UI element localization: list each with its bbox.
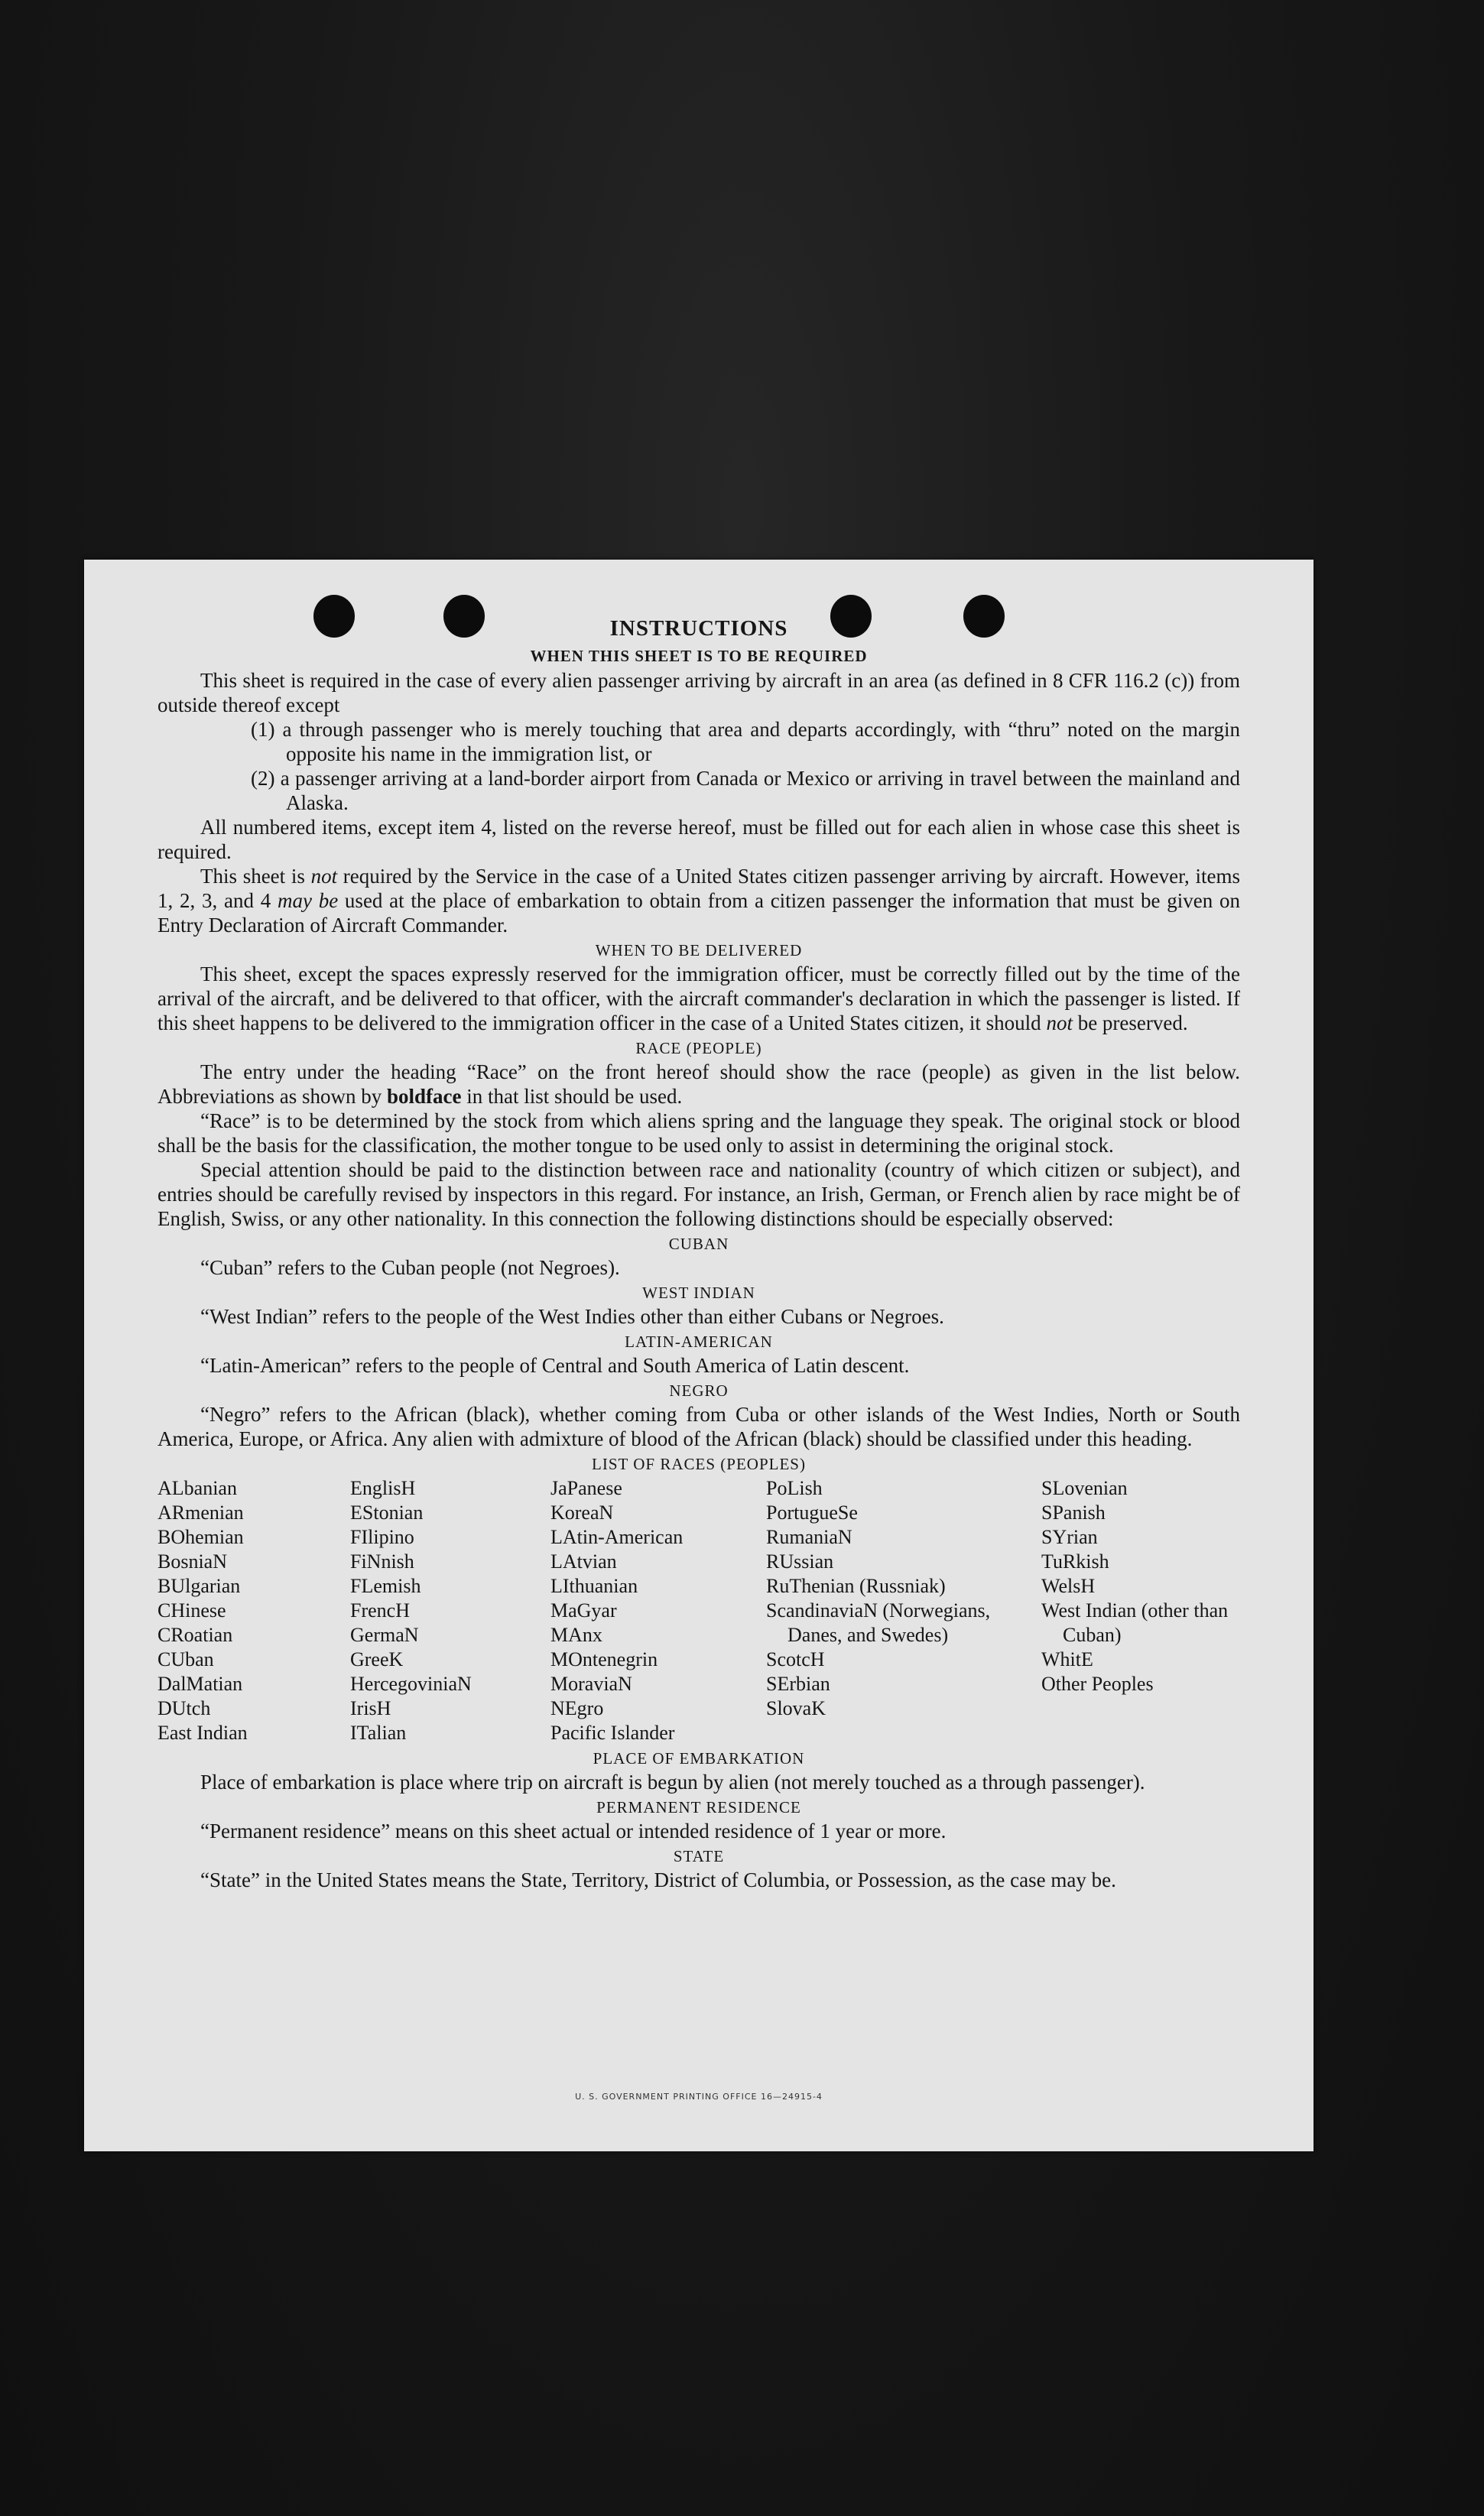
race-entry: GermaN [350,1624,419,1646]
punch-hole [313,595,355,638]
race-entry: FiNnish [350,1550,414,1573]
race-entry: RumaniaN [766,1526,852,1548]
race-entry: ITalian [350,1722,407,1744]
punch-hole [443,595,485,638]
race-entry: JaPanese [550,1477,622,1499]
section-heading: WHEN TO BE DELIVERED [595,941,803,959]
race-column [766,1476,1041,1745]
race-entry: BOhemian [157,1526,244,1548]
race-entry: CRoatian [157,1624,233,1646]
section-heading: PERMANENT RESIDENCE [596,1798,801,1816]
race-entry: Other Peoples [1041,1673,1154,1695]
race-entry: DalMatian [157,1673,243,1695]
race-entry: EStonian [350,1501,424,1524]
race-entry: BUlgarian [157,1575,241,1597]
list-item: (1) a through passenger who is merely touching that area and departs accordingly, with “thru” noted on the margin opposite his name in the immigration list, or [251,718,1240,765]
paragraph: All numbered items, except item 4, listed on the reverse hereof, must be filled out for each alien in whose case this sheet is required. [157,816,1240,863]
race-entry: TuRkish [1041,1550,1109,1573]
section-heading: NEGRO [669,1381,729,1400]
list-item: (2) a passenger arriving at a land-border airport from Canada or Mexico or arriving in travel between the mainland and Alaska. [251,767,1240,814]
race-entry: MAnx [550,1624,602,1646]
race-entry: FIlipino [350,1526,414,1548]
race-entry: PoLish [766,1477,823,1499]
section-heading: LATIN-AMERICAN [625,1333,773,1351]
race-entry: MoraviaN [550,1673,632,1695]
race-column [157,1476,350,1745]
race-entry: CUban [157,1648,214,1670]
race-entry: SErbian [766,1673,830,1695]
race-entry: RuThenian (Russniak) [766,1575,946,1597]
race-entry: GreeK [350,1648,404,1670]
paragraph: The entry under the heading “Race” on the front hereof should show the race (people) as given in the list below. Abbreviations as shown by boldface in that list should be used. [157,1060,1240,1108]
race-entry: East Indian [157,1722,248,1744]
race-entry: CHinese [157,1599,226,1622]
race-entry: MOntenegrin [550,1648,658,1670]
printer-imprint: U. S. GOVERNMENT PRINTING OFFICE 16—24915-4 [575,2092,823,2102]
punch-hole [963,595,1005,638]
paragraph: “State” in the United States means the State, Territory, District of Columbia, or Possession, as the case may be. [200,1868,1116,1891]
race-entry: West Indian (other than Cuban) [1041,1599,1229,1646]
race-entry: PortugueSe [766,1501,858,1524]
race-entry: KoreaN [550,1501,614,1524]
race-entry: FrencH [350,1599,410,1622]
race-entry: RUssian [766,1550,834,1573]
race-entry: ARmenian [157,1501,244,1524]
punch-hole [830,595,872,638]
race-entry: LIthuanian [550,1575,638,1597]
paragraph: This sheet is not required by the Service in the case of a United States citizen passenger arriving by aircraft. However, items 1, 2, 3, and 4 may be used at the place of embarkation to obtain from a citizen passenger the information that must be given on Entry Declaration of Aircraft Commander. [157,865,1241,937]
paragraph: “Latin-American” refers to the people of Central and South America of Latin descent. [200,1354,910,1377]
paragraph: “Cuban” refers to the Cuban people (not Negroes). [200,1256,620,1279]
race-entry: MaGyar [550,1599,617,1622]
race-column [1041,1476,1240,1745]
paragraph: “Race” is to be determined by the stock from which aliens spring and the language they speak. The original stock or blood shall be the basis for the classification, the mother tongue to be used only to assist in determining the original stock. [157,1109,1240,1157]
race-entry: SLovenian [1041,1477,1128,1499]
race-entry: WhitE [1041,1648,1093,1670]
section-heading: STATE [673,1847,725,1865]
paragraph: Place of embarkation is place where trip on aircraft is begun by alien (not merely touched as a through passenger). [200,1771,1145,1794]
page-title: INSTRUCTIONS [609,616,788,641]
race-entry: FLemish [350,1575,421,1597]
race-entry: SYrian [1041,1526,1098,1548]
paragraph: Special attention should be paid to the distinction between race and nationality (country of which citizen or subject), and entries should be carefully revised by inspectors in this regard. For instance, an Irish, German, or French alien by race might be of English, Swiss, or any other nationality. In this connection the following distinctions should be especially observed: [157,1158,1240,1230]
race-column [550,1476,766,1745]
section-heading: CUBAN [668,1235,729,1253]
race-entry: HercegoviniaN [350,1673,472,1695]
paragraph: “Negro” refers to the African (black), whether coming from Cuba or other islands of the West Indies, North or South America, Europe, or Africa. Any alien with admixture of blood of the African (black) should be classified under this heading. [157,1403,1240,1450]
section-heading: PLACE OF EMBARKATION [593,1749,805,1768]
instruction-sheet [84,560,1314,2151]
race-entry: BosniaN [157,1550,227,1573]
race-entry: ScandinaviaN (Norwegians, Danes, and Swedes) [766,1599,991,1646]
race-entry: WelsH [1041,1575,1096,1597]
section-heading: LIST OF RACES (PEOPLES) [592,1455,806,1473]
section-heading: WEST INDIAN [642,1284,755,1302]
section-heading: WHEN THIS SHEET IS TO BE REQUIRED [530,647,868,665]
race-entry: IrisH [350,1697,391,1719]
race-column [350,1476,550,1745]
race-entry: DUtch [157,1697,211,1719]
race-entry: ALbanian [157,1477,237,1499]
race-list [157,1476,1240,1745]
race-entry: SPanish [1041,1501,1106,1524]
race-entry: SlovaK [766,1697,826,1719]
paragraph: This sheet, except the spaces expressly reserved for the immigration officer, must be correctly filled out by the time of the arrival of the aircraft, and be delivered to that officer, with the aircraft commander's declaration in which the passenger is listed. If this sheet happens to be delivered to the immigration officer in the case of a United States citizen, it should not be preserved. [157,963,1240,1034]
race-entry: EnglisH [350,1477,416,1499]
race-entry: ScotcH [766,1648,825,1670]
race-entry: NEgro [550,1697,604,1719]
paragraph: “Permanent residence” means on this sheet actual or intended residence of 1 year or more. [200,1820,947,1842]
paragraph: “West Indian” refers to the people of the West Indies other than either Cubans or Negroes. [200,1305,944,1328]
section-heading: RACE (PEOPLE) [635,1039,762,1057]
paragraph: This sheet is required in the case of every alien passenger arriving by aircraft in an area (as defined in 8 CFR 116.2 (c)) from outside thereof except [157,669,1240,716]
race-entry: LAtin-American [550,1526,684,1548]
race-entry: LAtvian [550,1550,617,1573]
race-entry: Pacific Islander [550,1722,675,1744]
